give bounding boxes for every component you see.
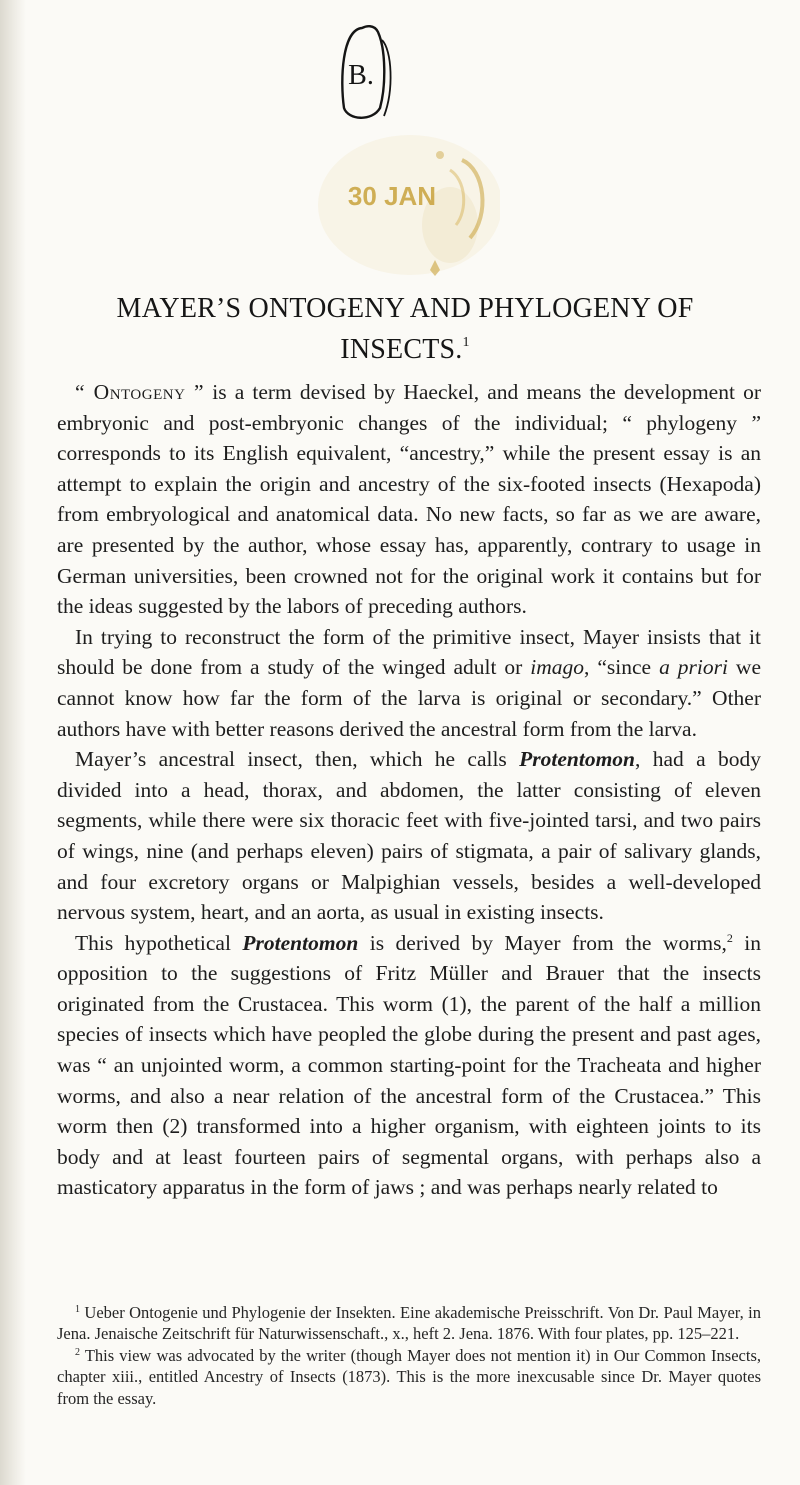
- p4-protentomon: Protentomon: [242, 930, 359, 955]
- p4-part-a: This hypothetical: [75, 930, 243, 955]
- page-edge-shadow: [0, 0, 26, 1485]
- article-body: [57, 377, 761, 1203]
- footnote-2-mark: 2: [75, 1346, 80, 1358]
- p2-a-priori: a priori: [659, 655, 728, 680]
- p4-part-c: in opposition to the suggestions of Fritz Müller and Brauer that the insects originated from the Crustacea. This worm (1), the parent of the half a million species of insects which have peopled the globe during the present and past ages, was “ an unjointed worm, a common starting-point for the Tracheata and higher worms, and also a near relation of the ancestral form of the Crustacea.” This worm then (2) transformed into a higher organism, with eighteen joints to its body and at least fourteen pairs of segmental organs, with perhaps also a masticatory apparatus in the form of jaws ; and was perhaps nearly related to: [57, 930, 762, 1200]
- title-line-2-text: INSECTS.: [340, 334, 463, 365]
- date-stamp: 30 JAN: [347, 181, 437, 211]
- shelf-mark-letter: B.: [348, 60, 374, 91]
- p4-part-b: is derived by Mayer from the worms,: [358, 930, 727, 955]
- p3-part-b: , had a body divided into a head, thorax, and abdomen, the latter consisting of eleven segments, while there were six thoracic feet with five-jointed tarsi, and two pairs of wings, nine (and perhaps eleven) pairs of stigmata, a pair of salivary glands, and four excretory organs or Malpighian vessels, besides a well-developed nervous system, heart, and an aorta, as usual in existing insects.: [57, 747, 761, 925]
- title-line-1: MAYER’S ONTOGENY AND PHYLOGENY OF: [116, 293, 694, 324]
- p3-part-a: Mayer’s ancestral insect, then, which he calls: [75, 747, 520, 772]
- p2-part-c: we cannot know how far the form of the larva is original or secondary.” Other authors have with better reasons derived the ancestral form from the larva.: [57, 655, 761, 741]
- library-stamp: [300, 20, 500, 310]
- article-title: [60, 292, 750, 367]
- p3-protentomon: Protentomon: [519, 747, 636, 772]
- footnote-1-text: Ueber Ontogenie und Phylogenie der Insekten. Eine akademische Preisschrift. Von Dr. Paul Mayer, in Jena. Jenaische Zeitschrift für Naturwissenschaft., x., heft 2. Jena. 1876. With four plates, pp. 125–221.: [57, 1303, 761, 1344]
- paragraph-3: [57, 744, 761, 928]
- paragraph-4: [57, 928, 761, 1203]
- title-line-2: [60, 326, 750, 367]
- p2-imago: imago: [530, 655, 585, 680]
- ontogeny-term: “ Ontogeny ”: [75, 380, 205, 404]
- paragraph-1: [57, 377, 761, 622]
- footnote-2-text: This view was advocated by the writer (though Mayer does not mention it) in Our Common Insects, chapter xiii., entitled Ancestry of Insects (1873). This is the more inexcusable since Dr. Mayer quotes from the essay.: [57, 1345, 761, 1408]
- footnote-ref-2[interactable]: 2: [726, 930, 733, 945]
- paragraph-1-text: is a term devised by Haeckel, and means the development or embryonic and post-embryonic changes of the individual; “ phylogeny ” corresponds to its English equivalent, “ancestry,” while the present essay is an attempt to explain the origin and ancestry of the six-footed insects (Hexapoda) from embryological and anatomical data. No new facts, so far as we are aware, are presented by the author, whose essay has, apparently, contrary to usage in German universities, been crowned not for the original work it contains but for the ideas suggested by the labors of preceding authors.: [57, 380, 761, 619]
- footnote-1: [57, 1302, 761, 1345]
- p2-part-a: In trying to reconstruct the form of the primitive insect, Mayer insists that it should be done from a study of the winged adult or: [57, 624, 761, 680]
- title-footnote-mark[interactable]: 1: [462, 335, 470, 350]
- footnote-1-mark: 1: [75, 1304, 80, 1315]
- p2-part-b: , “since: [584, 655, 660, 680]
- footnote-2: [57, 1345, 761, 1409]
- paragraph-2: [57, 622, 761, 744]
- footnotes: [57, 1302, 761, 1409]
